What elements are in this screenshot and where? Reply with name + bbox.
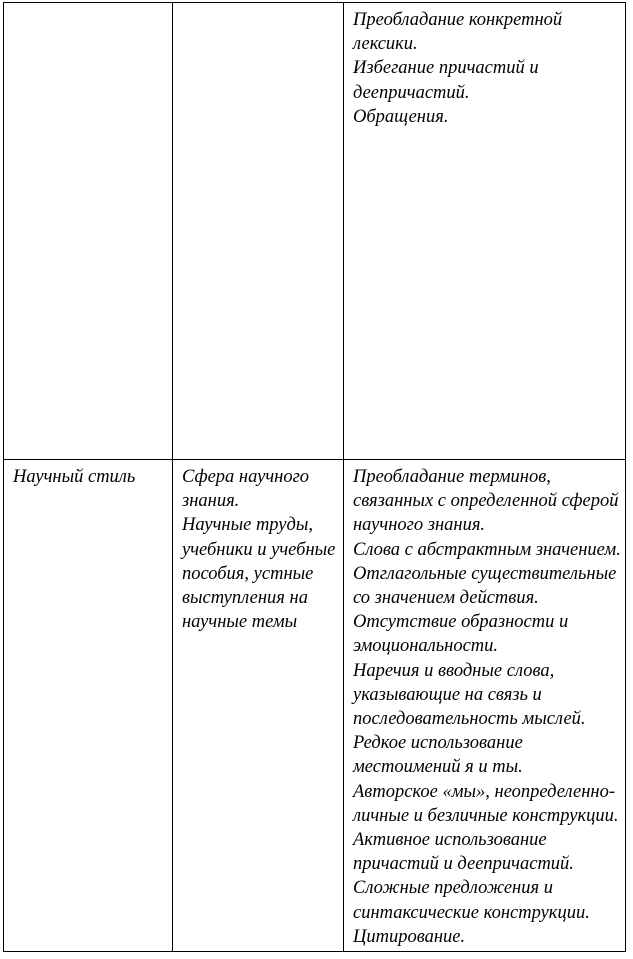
cell-paragraph: Отсутствие образности и эмоциональности. [353, 612, 569, 657]
cell-paragraph: Сфера научного знания. [182, 467, 310, 512]
cell-paragraph: Авторское «мы», неопределенно-личные и безличные конструкции. [353, 781, 619, 826]
cell-paragraph: Сложные предложения и синтаксические конструкции. [353, 878, 590, 923]
cell-paragraph: Активное использование причастий и деепричастий. [353, 830, 574, 875]
cell-paragraph: Научные труды, учебники и учебные пособия, устные выступления на научные темы [182, 515, 336, 633]
table-row [4, 460, 626, 952]
cell-paragraph: Обращения. [353, 106, 449, 127]
cell-paragraph: Наречия и вводные слова, указывающие на связь и последовательность мыслей. [353, 660, 586, 730]
cell-paragraph: Научный стиль [13, 467, 136, 487]
style-name-cell [4, 460, 173, 952]
cell-paragraph: Преобладание конкретной лексики. [353, 10, 563, 55]
cell-paragraph: Редкое использование местоимений я и ты. [353, 733, 523, 778]
cell-paragraph: Преобладание терминов, связанных с определенной сферой научного знания. [353, 467, 619, 536]
cell-paragraph: Отглагольные существительные со значением действия. [353, 563, 617, 609]
cell-paragraph: Слова с абстрактным значением. [353, 539, 621, 560]
usage-sphere-cell [173, 3, 344, 460]
table-row [4, 3, 626, 460]
usage-sphere-cell [173, 460, 344, 952]
language-features-cell [344, 3, 626, 460]
cell-paragraph: Цитирование. [353, 926, 466, 947]
style-name-cell [4, 3, 173, 460]
language-features-cell [344, 460, 626, 952]
speech-styles-table [3, 2, 626, 952]
cell-paragraph: Избегание причастий и деепричастий. [353, 58, 539, 103]
